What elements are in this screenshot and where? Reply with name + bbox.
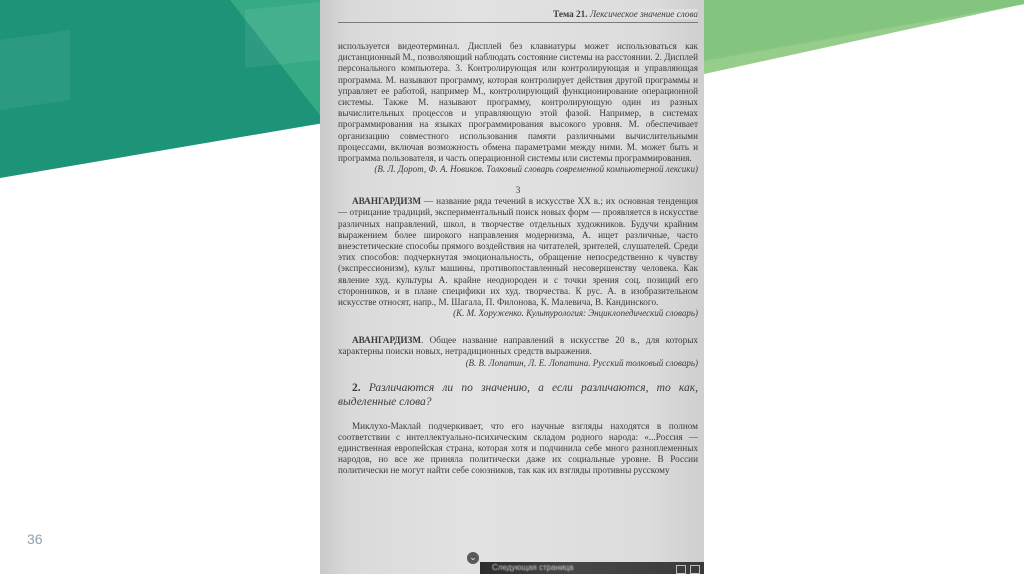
- entry-avangardizm-1: [338, 196, 698, 308]
- running-head-title: Лексическое значение слова: [589, 9, 698, 19]
- entry-avangardizm-2: [338, 335, 698, 357]
- task-heading: [338, 381, 698, 409]
- source-citation-1: (В. Л. Дорот, Ф. А. Новиков. Толковый словарь современной компьютерной лексики): [374, 164, 698, 175]
- chevron-down-icon[interactable]: ⌄: [467, 552, 479, 564]
- viewer-toolbar: [480, 562, 704, 574]
- slide-number: 36: [27, 531, 43, 547]
- paragraph-monitor: используется видеотерминал. Дисплей без клавиатуры может использоваться как дистанционный М., позволяющий наблюдать состояние системы на расстоянии. 2. Дисплей персонального компьютера. 3. Контролирующая или контролирующая и управляющая программа. М. называют программу, которая контролирует действия другой программы и управляет ее работой, например М., контролирующий функционирование операционной системы. Также М. называют программу, контролирующую один из разных вычислительных процессов и управляющую этой фазой. Например, в системах программирования на языках программирования высокого уровня. М. обеспечивает организацию совместного использования памяти различными вычислительными процессами, включая возможность обмена параметрами между ними. М. может быть и программа пользователя, и часть операционной системы или системы программирования.: [338, 41, 698, 164]
- task-number: 2.: [352, 381, 361, 394]
- entry-headword: АВАНГАРДИЗМ: [352, 196, 422, 207]
- running-head: [338, 8, 698, 23]
- source-citation-2: (К. М. Хоруженко. Культурология: Энциклопедический словарь): [453, 308, 698, 319]
- running-head-topic: Тема 21.: [553, 9, 588, 19]
- book-page: [338, 8, 698, 477]
- book-page-photo: [320, 0, 704, 574]
- next-page-button[interactable]: Следующая страница: [492, 563, 574, 572]
- entry-headword: АВАНГАРДИЗМ: [352, 335, 422, 346]
- section-number: 3: [515, 185, 521, 196]
- paragraph-miklukho: Миклухо-Маклай подчеркивает, что его научные взгляды находятся в полном соответствии с интеллектуально-психическим складом родного народа: «...Россия — единственная европейская страна, которая хотя и подчинила себе много разноплеменных народов, но все же приняла политически даже их социальные уровне. В России политически не могут найти себе союзников, так как их взгляды противны русскому: [338, 420, 698, 476]
- expand-icon[interactable]: [690, 565, 700, 574]
- entry-definition: . Общее название направлений в искусстве 20 в., для которых характерны поиски новых, нетрадиционных средств выражения.: [338, 335, 698, 357]
- task-text: Различаются ли по значению, а если различаются, то как, выделенные слова?: [338, 381, 699, 408]
- entry-definition: — название ряда течений в искусстве XX в.; их основная тенденция — отрицание традиций, экспериментальный поиск новых форм — проявляется в искусстве различных направлений, школ, в творчестве отдельных художников. Будучи крайним выражением более широкого направления модернизма, А. ищет различные, часто внеэстетические способы прямого воздействия на читателей, зрителей, слушателей. Среди этих способов: подчеркнутая эмоциональность, обращение непосредственно к чувству (экспрессионизм), культ машины, противопоставленный несовершенству человека. Как явление худ. культуры А. крайне неоднороден и с точки зрения соц. позиций его сторонников, и в плане специфики их худ. творчества. К рус. А. в изобразительном искусстве относят, напр., М. Шагала, П. Филонова, К. Малевича, В. Кандинского.: [338, 196, 698, 308]
- source-citation-3: (В. В. Лопатин, Л. Е. Лопатина. Русский толковый словарь): [465, 357, 698, 368]
- window-icon[interactable]: [676, 565, 686, 574]
